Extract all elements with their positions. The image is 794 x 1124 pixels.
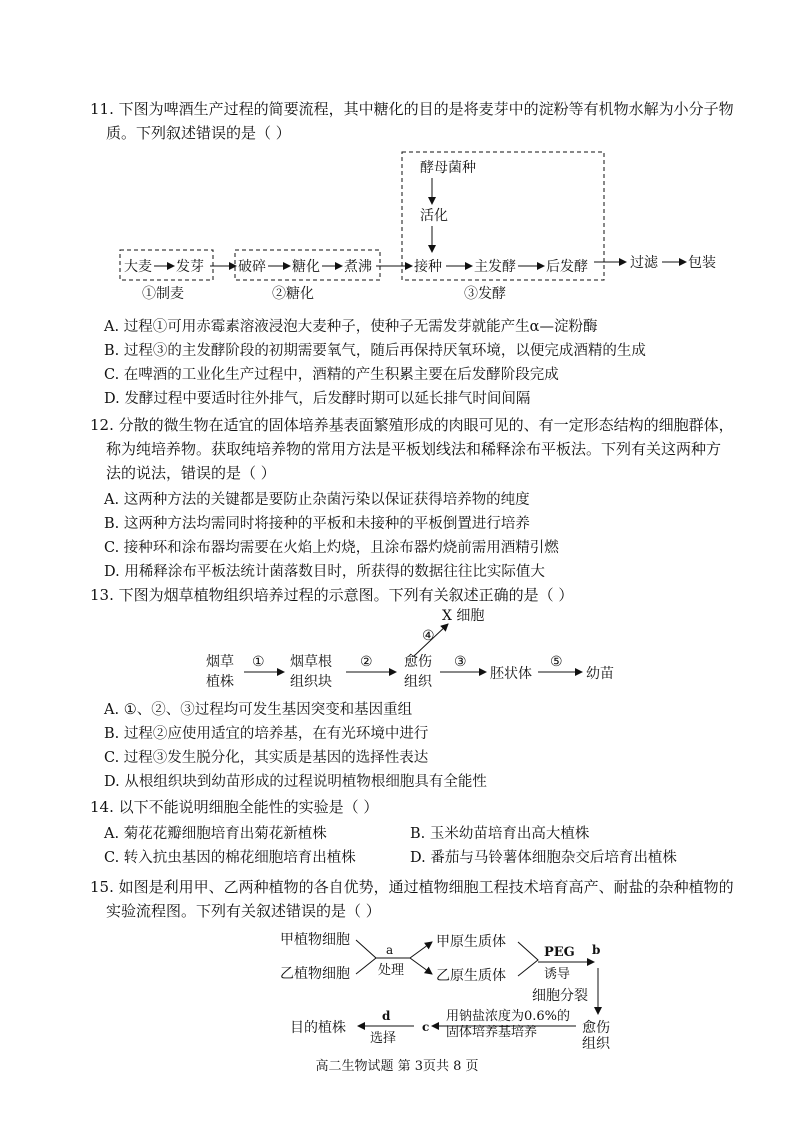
q12-option-b: B. 这两种方法均需同时将接种的平板和未接种的平板倒置进行培养 xyxy=(104,516,530,532)
hybrid-plant-diagram xyxy=(276,924,656,1050)
q14-option-d: D. 番茄与马铃薯体细胞杂交后培育出植株 xyxy=(410,850,677,866)
q11-option-b: B. 过程③的主发酵阶段的初期需要氧气，随后再保持厌氧环境，以便完成酒精的生成 xyxy=(104,343,646,359)
q14-stem: 14. 以下不能说明细胞全能性的实验是（ ） xyxy=(90,798,379,816)
pack-label: 包装 xyxy=(688,255,716,271)
q15-stem-line1: 15. 如图是利用甲、乙两种植物的各自优势，通过植物细胞工程技术培育高产、耐盐的杂种植物的 xyxy=(90,878,734,896)
q14-option-a: A. 菊花花瓣细胞培育出菊花新植株 xyxy=(104,826,327,842)
q12-option-a: A. 这两种方法的关键都是要防止杂菌污染以保证获得培养物的纯度 xyxy=(104,492,530,508)
proto-a-label: 甲原生质体 xyxy=(436,934,506,950)
peg-label: PEG xyxy=(544,945,575,960)
q11-option-a: A. 过程①可用赤霉素溶液浸泡大麦种子，使种子无需发芽就能产生α—淀粉酶 xyxy=(104,319,598,335)
treat-label: 处理 xyxy=(378,963,405,978)
q14-option-b: B. 玉米幼苗培育出高大植株 xyxy=(410,826,590,842)
q13-stem: 13. 下图为烟草植物组织培养过程的示意图。下列有关叙述正确的是（ ） xyxy=(90,586,574,604)
root-label-1: 烟草根 xyxy=(290,654,332,670)
step2-label: ② xyxy=(360,654,373,670)
embryoid-label: 胚状体 xyxy=(490,666,532,682)
target-plant-label: 目的植株 xyxy=(290,1020,346,1036)
tobacco-label-2: 植株 xyxy=(206,674,234,690)
main-ferment-label: 主发酵 xyxy=(474,259,516,275)
stage3-label: ③发酵 xyxy=(464,286,506,302)
tissue-culture-diagram xyxy=(200,604,640,694)
medium-label-1: 用钠盐浓度为0.6%的 xyxy=(446,1009,571,1024)
q13-option-c: C. 过程③发生脱分化，其实质是基因的选择性表达 xyxy=(104,750,429,766)
cell-a-label: 甲植物细胞 xyxy=(280,932,350,948)
q11-stem-line2: 质。下列叙述错误的是（ ） xyxy=(106,124,291,142)
x-cell-label: X 细胞 xyxy=(442,608,485,624)
yeast-label: 酵母菌种 xyxy=(420,160,476,176)
activate-label: 活化 xyxy=(420,208,448,224)
q12-stem-line1: 12. 分散的微生物在适宜的固体培养基表面繁殖形成的肉眼可见的、有一定形态结构的细胞群体， xyxy=(90,416,734,434)
seedling-label: 幼苗 xyxy=(586,666,614,682)
select-label: 选择 xyxy=(370,1031,397,1046)
crush-label: 破碎 xyxy=(238,259,266,275)
tobacco-label-1: 烟草 xyxy=(206,654,234,670)
root-label-2: 组织块 xyxy=(290,674,332,690)
q13-option-d: D. 从根组织块到幼苗形成的过程说明植物根细胞具有全能性 xyxy=(104,774,487,790)
q13-option-b: B. 过程②应使用适宜的培养基，在有光环境中进行 xyxy=(104,726,429,742)
c-label: c xyxy=(422,1020,430,1034)
step5-label: ⑤ xyxy=(550,654,563,670)
callus-label-1: 愈伤 xyxy=(404,654,432,670)
callus-label-2: 组织 xyxy=(582,1036,610,1050)
inoculate-label: 接种 xyxy=(414,259,442,275)
sprout-label: 发芽 xyxy=(176,259,204,275)
callus-label-1: 愈伤 xyxy=(582,1020,610,1036)
q14-option-c: C. 转入抗虫基因的棉花细胞培育出植株 xyxy=(104,850,356,866)
step1-label: ① xyxy=(252,654,265,670)
step4-label: ④ xyxy=(422,628,435,644)
stage1-label: ①制麦 xyxy=(142,286,184,302)
q12-option-c: C. 接种环和涂布器均需要在火焰上灼烧，且涂布器灼烧前需用酒精引燃 xyxy=(104,540,559,556)
saccharify-label: 糖化 xyxy=(292,259,320,275)
a-label: a xyxy=(386,943,394,957)
q11-option-c: C. 在啤酒的工业化生产过程中，酒精的产生积累主要在后发酵阶段完成 xyxy=(104,367,559,383)
barley-label: 大麦 xyxy=(124,259,152,275)
q11-stem-line1: 11. 下图为啤酒生产过程的简要流程，其中糖化的目的是将麦芽中的淀粉等有机物水解为小分子物 xyxy=(90,100,734,118)
step3-label: ③ xyxy=(454,654,467,670)
callus-label-2: 组织 xyxy=(404,674,432,690)
cell-b-label: 乙植物细胞 xyxy=(280,966,350,982)
d-label: d xyxy=(382,1009,391,1023)
q12-option-d: D. 用稀释涂布平板法统计菌落数目时，所获得的数据往往比实际值大 xyxy=(104,564,545,580)
divide-label: 细胞分裂 xyxy=(532,988,588,1004)
q13-option-a: A. ①、②、③过程均可发生基因突变和基因重组 xyxy=(104,702,413,718)
q12-stem-line3: 法的说法，错误的是（ ） xyxy=(106,464,276,482)
induce-label: 诱导 xyxy=(544,967,571,982)
post-ferment-label: 后发酵 xyxy=(546,259,588,275)
medium-label-2: 固体培养基培养 xyxy=(446,1025,538,1040)
beer-process-diagram xyxy=(110,148,750,308)
q11-option-d: D. 发酵过程中要适时往外排气，后发酵时期可以延长排气时间间隔 xyxy=(104,391,531,407)
boil-label: 煮沸 xyxy=(344,259,372,275)
q15-stem-line2: 实验流程图。下列有关叙述错误的是（ ） xyxy=(106,902,381,920)
stage2-label: ②糖化 xyxy=(272,286,314,302)
proto-b-label: 乙原生质体 xyxy=(436,968,506,984)
page-footer: 高二生物试题 第 3页共 8 页 xyxy=(315,1059,479,1074)
filter-label: 过滤 xyxy=(630,255,658,271)
q12-stem-line2: 称为纯培养物。获取纯培养物的常用方法是平板划线法和稀释涂布平板法。下列有关这两种方 xyxy=(106,440,722,458)
b-label: b xyxy=(592,943,601,957)
